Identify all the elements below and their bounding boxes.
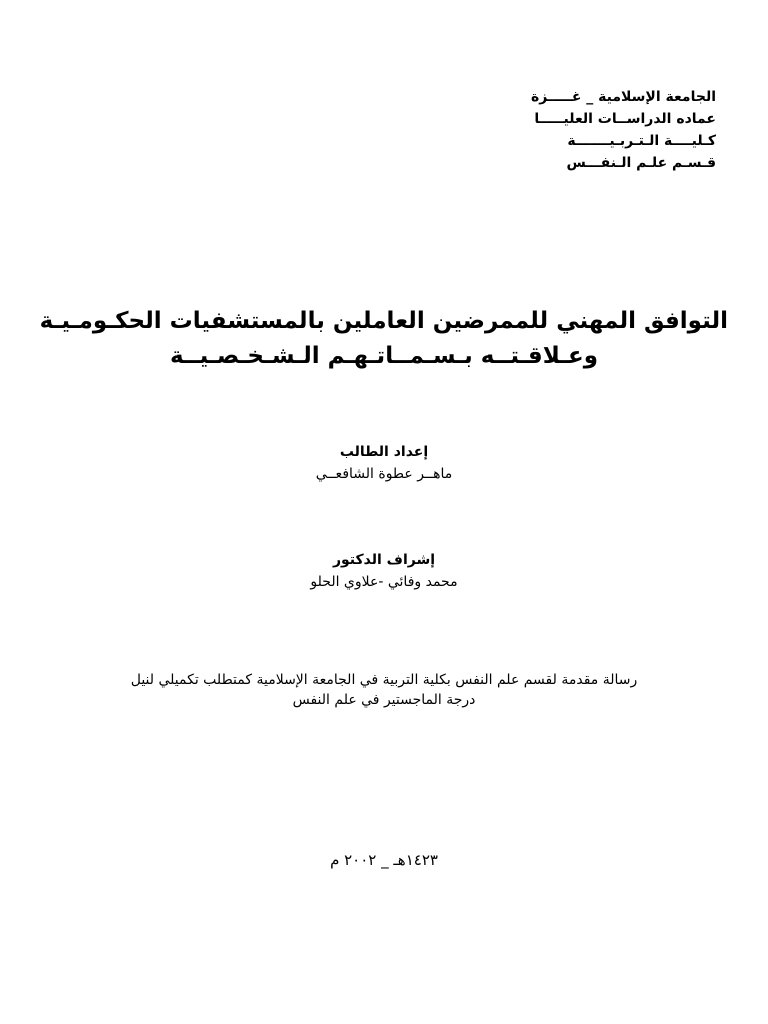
thesis-title <box>40 304 728 374</box>
thesis-title-line-2: وعـلاقـتــه بـسـمــاتـهـم الـشـخـصـيــة <box>169 343 599 369</box>
thesis-date: ١٤٢٣هـ _ ٢٠٠٢ م <box>330 851 438 869</box>
supervisor-name: محمد وفائي -علاوي الحلو <box>310 574 458 590</box>
thesis-purpose <box>60 670 708 710</box>
thesis-title-line-1: التوافق المهني للممرضين العاملين بالمستشفيات الحكـومـيـة <box>39 308 728 334</box>
deanship-name: عماده الدراســات العليـــــا <box>534 111 716 127</box>
faculty-name: كـليــــة الـتـربـيـــــــة <box>567 133 716 149</box>
supervisor-label: إشراف الدكتور <box>332 552 436 568</box>
student-label: إعداد الطالب <box>339 444 429 460</box>
department-name: قـسـم علـم الـنفـــس <box>566 155 716 171</box>
institution-header <box>531 86 716 174</box>
student-name: ماهــر عطوة الشافعــي <box>315 466 453 482</box>
purpose-line-2: درجة الماجستير في علم النفس <box>292 692 476 708</box>
purpose-line-1: رسالة مقدمة لقسم علم النفس بكلية التربية في الجامعة الإسلامية كمتطلب تكميلي لنيل <box>130 672 638 688</box>
university-name: الجامعة الإسلامية _ غـــــزة <box>530 89 716 105</box>
